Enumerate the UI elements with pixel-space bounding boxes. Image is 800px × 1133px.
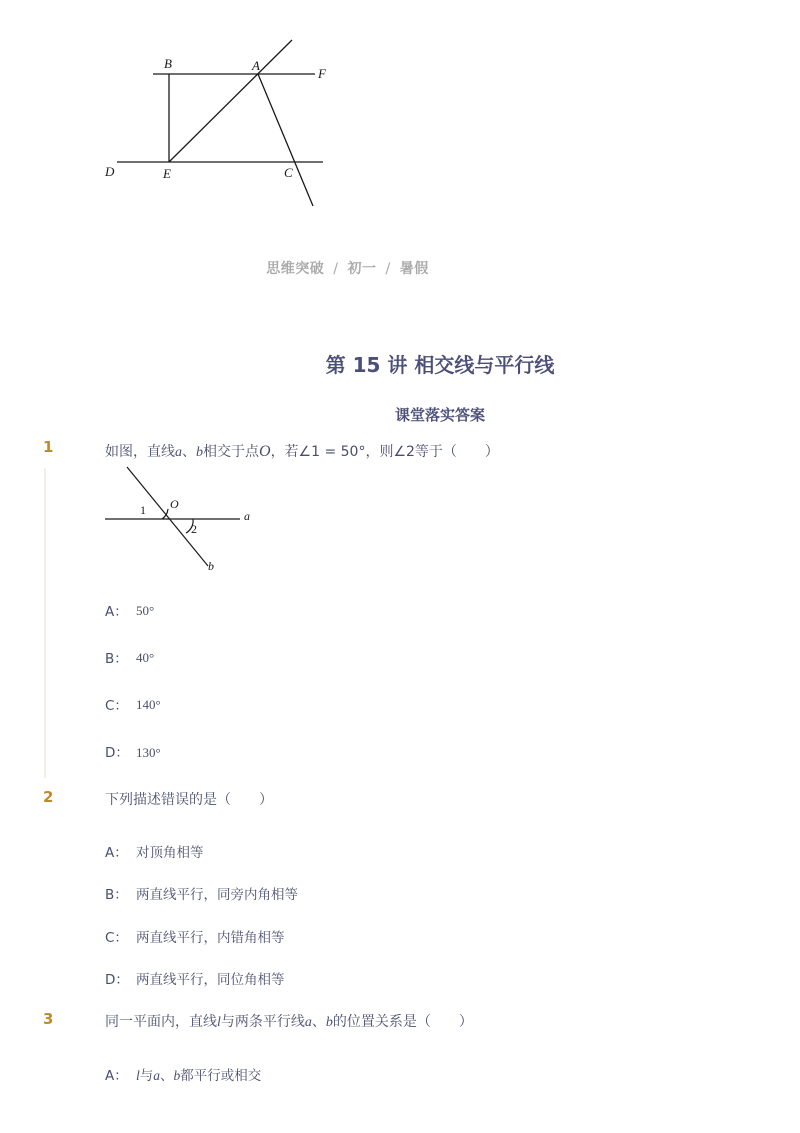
label-line-b: b bbox=[208, 559, 214, 573]
breadcrumb-item: 思维突破 bbox=[266, 261, 325, 277]
option-b[interactable]: 40° bbox=[136, 650, 155, 665]
option-d[interactable]: 130° bbox=[136, 745, 161, 760]
question-1-figure bbox=[100, 462, 260, 580]
option-label: A： bbox=[105, 604, 128, 620]
label-o: O bbox=[170, 497, 179, 511]
label-c: C bbox=[284, 165, 293, 180]
line-ac bbox=[258, 74, 313, 206]
breadcrumb bbox=[0, 258, 695, 278]
page-title: 第 15 讲 相交线与平行线 bbox=[325, 353, 555, 377]
label-b: B bbox=[164, 56, 172, 71]
top-geometry-figure bbox=[95, 30, 355, 220]
question-number: 3 bbox=[43, 1010, 54, 1028]
label-f: F bbox=[318, 66, 326, 81]
option-label: C： bbox=[105, 930, 128, 946]
question-text: 下列描述错误的是（ ） bbox=[105, 792, 273, 808]
label-e: E bbox=[163, 166, 171, 181]
breadcrumb-item: 初一 bbox=[347, 261, 377, 277]
option-a[interactable]: 50° bbox=[136, 603, 155, 618]
label-angle-2: 2 bbox=[191, 522, 197, 536]
label-angle-1: 1 bbox=[140, 503, 146, 517]
breadcrumb-item: 暑假 bbox=[399, 261, 429, 277]
option-label: C： bbox=[105, 698, 128, 714]
option-c[interactable]: 140° bbox=[136, 697, 161, 712]
option-b[interactable]: 两直线平行，同旁内角相等 bbox=[136, 887, 298, 903]
breadcrumb-separator: / bbox=[333, 261, 339, 277]
option-label: A： bbox=[105, 1068, 128, 1084]
question-number: 1 bbox=[43, 438, 54, 456]
option-label: D： bbox=[105, 745, 129, 761]
option-label: A： bbox=[105, 845, 128, 861]
option-label: B： bbox=[105, 887, 128, 903]
label-line-a: a bbox=[244, 509, 250, 523]
section-subtitle: 课堂落实答案 bbox=[394, 406, 485, 424]
breadcrumb-separator: / bbox=[385, 261, 391, 277]
line-ea bbox=[169, 40, 292, 162]
question-divider bbox=[44, 468, 46, 778]
option-a[interactable]: l与a、b都平行或相交 bbox=[136, 1068, 262, 1084]
label-d: D bbox=[105, 164, 115, 179]
question-text: 如图，直线a、b相交于点O，若∠1 = 50°，则∠2等于（ ） bbox=[105, 443, 499, 460]
label-a: A bbox=[252, 58, 260, 73]
question-text: 同一平面内，直线l与两条平行线a、b的位置关系是（ ） bbox=[105, 1014, 473, 1030]
option-a[interactable]: 对顶角相等 bbox=[136, 845, 204, 861]
option-c[interactable]: 两直线平行，内错角相等 bbox=[136, 930, 285, 946]
option-label: B： bbox=[105, 651, 128, 667]
option-d[interactable]: 两直线平行，同位角相等 bbox=[136, 972, 285, 988]
option-label: D： bbox=[105, 972, 129, 988]
question-number: 2 bbox=[43, 788, 54, 806]
